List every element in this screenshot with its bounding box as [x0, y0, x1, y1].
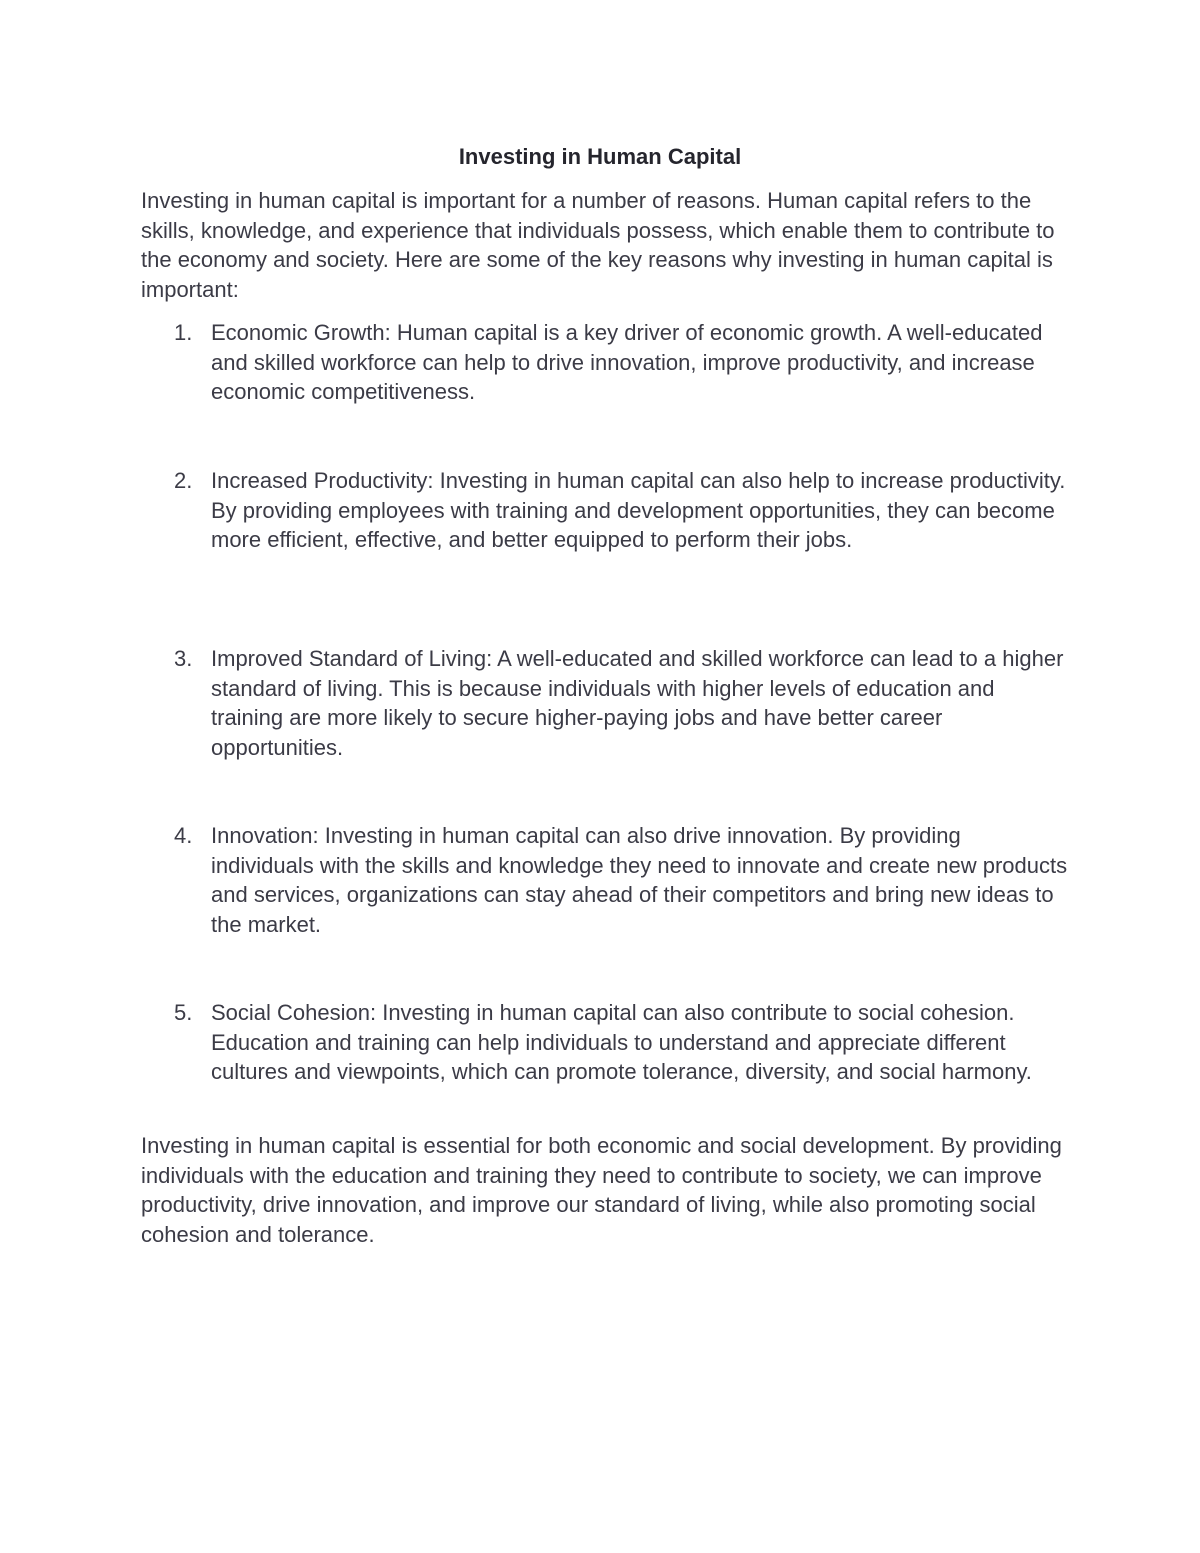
- intro-paragraph: Investing in human capital is important for a number of reasons. Human capital refers to the skills, knowledge, and experience that individuals possess, which enable them to contribute to the economy and society. Here are some of the key reasons why investing in human capital is important:: [141, 188, 1055, 302]
- list-item-text: Increased Productivity: Investing in human capital can also help to increase productivity. By providing employees with training and development opportunities, they can become more efficient, effective, and better equipped to perform their jobs.: [211, 468, 1066, 553]
- list-item-number: 3.: [174, 646, 193, 671]
- list-item-number: 1.: [174, 320, 193, 345]
- list-item-text: Social Cohesion: Investing in human capital can also contribute to social cohesion. Education and training can help individuals to understand and appreciate different cultures and viewpoints, which can promote tolerance, diversity, and social harmony.: [211, 1000, 1032, 1085]
- list-item-number: 5.: [174, 1000, 193, 1025]
- list-item-text: Economic Growth: Human capital is a key driver of economic growth. A well-educated and skilled workforce can help to drive innovation, improve productivity, and increase economic competitiveness.: [211, 320, 1043, 405]
- list-item-number: 4.: [174, 823, 193, 848]
- conclusion-paragraph: Investing in human capital is essential for both economic and social development. By providing individuals with the education and training they need to contribute to society, we can improve productivity, drive innovation, and improve our standard of living, while also promoting social cohesion and tolerance.: [141, 1133, 1062, 1247]
- list-item-text: Innovation: Investing in human capital can also drive innovation. By providing individuals with the skills and knowledge they need to innovate and create new products and services, organizations can stay ahead of their competitors and bring new ideas to the market.: [211, 823, 1068, 937]
- list-item-number: 2.: [174, 468, 193, 493]
- document-title: Investing in Human Capital: [458, 144, 742, 169]
- list-item-text: Improved Standard of Living: A well-educated and skilled workforce can lead to a higher standard of living. This is because individuals with higher levels of education and training are more likely to secure higher-paying jobs and have better career opportunities.: [211, 646, 1064, 760]
